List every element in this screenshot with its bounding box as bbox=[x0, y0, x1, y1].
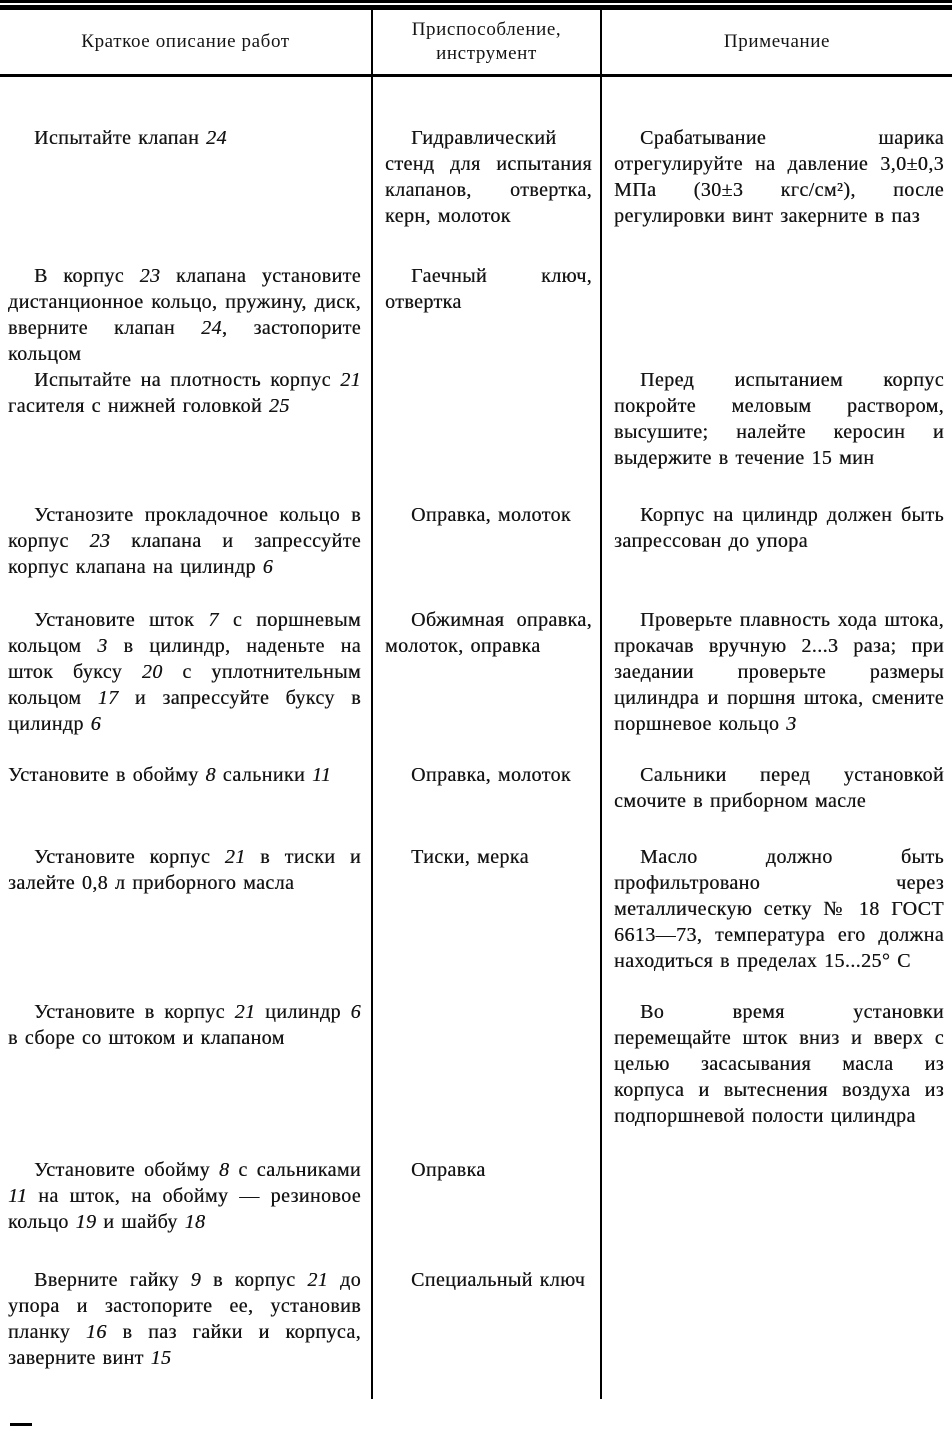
table-row bbox=[0, 1267, 952, 1399]
work-cell: Установите в обойму 8 сальники 11 bbox=[0, 762, 373, 844]
note-cell: Сальники перед установкой смочите в приборном масле bbox=[614, 764, 944, 812]
note-cell bbox=[602, 263, 952, 367]
note-cell: Масло должно быть профильтровано через металлическую сетку № 18 ГОСТ 6613—73, температура его должна находиться в пределах 15...25° С bbox=[614, 846, 944, 972]
table-row bbox=[0, 607, 952, 762]
work-cell: Установите корпус 21 в тиски и залейте 0,8 л приборного масла bbox=[0, 844, 373, 999]
work-cell: Испытайте клапан 24 bbox=[0, 77, 373, 263]
table-row bbox=[0, 1157, 952, 1267]
tool-cell: Гидравлический стенд для испытания клапанов, отвертка, керн, молоток bbox=[373, 77, 602, 263]
work-cell: Установите обойму 8 с сальниками 11 на шток, на обойму — резиновое кольцо 19 и шайбу 18 bbox=[0, 1157, 373, 1267]
work-cell: Установите в корпус 21 цилиндр 6 в сборе со штоком и клапаном bbox=[0, 999, 373, 1157]
table-row bbox=[0, 762, 952, 844]
table-row bbox=[0, 999, 952, 1157]
table-row bbox=[0, 844, 952, 999]
work-cell: Вверните гайку 9 в корпус 21 до упора и застопорите ее, установив планку 16 в паз гайки и корпуса, заверните винт 15 bbox=[0, 1267, 373, 1399]
column-header-note: Примечание bbox=[723, 31, 831, 52]
table-row bbox=[0, 367, 952, 502]
tool-cell: Оправка bbox=[373, 1157, 602, 1267]
note-cell: Срабатывание шарика отрегулируйте на давление 3,0±0,3 МПа (30±3 кгс/см²), после регулировки винт закерните в паз bbox=[614, 127, 944, 227]
table-header-row bbox=[0, 10, 952, 77]
note-cell: Проверьте плавность хода штока, прокачав вручную 2...3 раза; при заедании проверьте размеры цилиндра и поршня штока, смените поршневое кольцо 3 bbox=[614, 609, 944, 735]
tool-cell: Обжимная оправка, молоток, оправка bbox=[373, 607, 602, 762]
table-row bbox=[0, 77, 952, 263]
note-cell bbox=[602, 1157, 952, 1267]
column-header-work: Краткое описание работ bbox=[0, 10, 373, 74]
table-row bbox=[0, 263, 952, 367]
table-row bbox=[0, 502, 952, 607]
tool-cell bbox=[373, 367, 602, 502]
column-header-tool: Приспособление, инструмент bbox=[373, 10, 602, 74]
tool-cell: Оправка, молоток bbox=[373, 762, 602, 844]
tool-cell: Гаечный ключ, отвертка bbox=[373, 263, 602, 367]
work-cell: Устанозите прокладочное кольцо в корпус 23 клапана и запрессуйте корпус клапана на цилиндр 6 bbox=[0, 502, 373, 607]
tool-cell: Тиски, мерка bbox=[373, 844, 602, 999]
work-cell: Испытайте на плотность корпус 21 гасителя с нижней головкой 25 bbox=[0, 367, 373, 502]
tool-cell: Специальный ключ bbox=[373, 1267, 602, 1399]
note-cell bbox=[602, 1267, 952, 1399]
note-cell: Перед испытанием корпус покройте меловым раствором, высушите; налейте керосин и выдержите в течение 15 мин bbox=[614, 369, 944, 469]
work-cell: В корпус 23 клапана установите дистанционное кольцо, пружину, диск, вверните клапан 24, застопорите кольцом bbox=[0, 263, 373, 367]
table-body bbox=[0, 77, 952, 1399]
tool-cell bbox=[373, 999, 602, 1157]
scan-artifact-mark bbox=[10, 1423, 32, 1426]
tool-cell: Оправка, молоток bbox=[373, 502, 602, 607]
table-top-border bbox=[0, 0, 952, 10]
note-cell: Во время установки перемещайте шток вниз и вверх с целью засасывания масла из корпуса и вытеснения воздуха из подпоршневой полости цилиндра bbox=[614, 1001, 944, 1127]
work-cell: Установите шток 7 с поршневым кольцом 3 в цилиндр, наденьте на шток буксу 20 с уплотнительным кольцом 17 и запрессуйте буксу в цилиндр 6 bbox=[0, 607, 373, 762]
note-cell: Корпус на цилиндр должен быть запрессован до упора bbox=[614, 504, 944, 552]
